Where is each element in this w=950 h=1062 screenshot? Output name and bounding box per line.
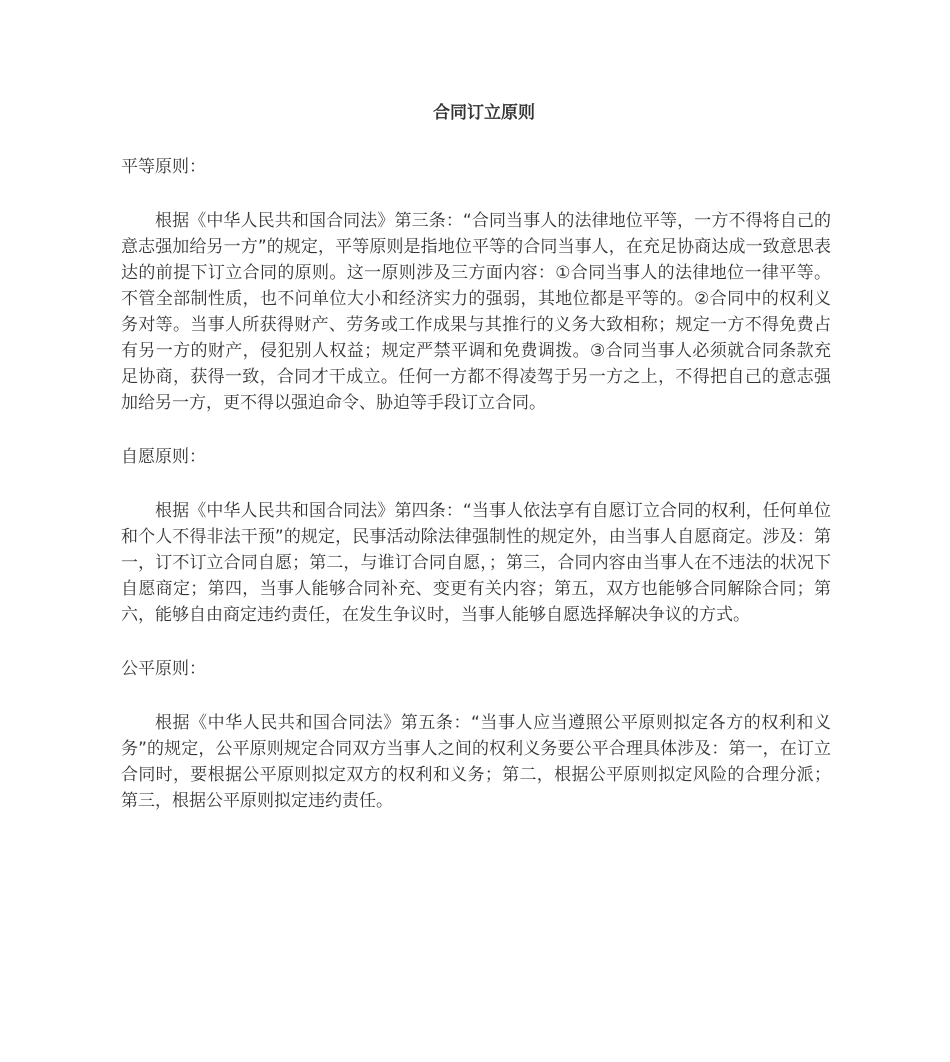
section-heading-voluntariness: 自愿原则： — [121, 447, 206, 467]
section-body-voluntariness: 根据《中华人民共和国合同法》第四条：“当事人依法享有自愿订立合同的权利，任何单位和个人不得非法干预”的规定，民事活动除法律强制性的规定外，由当事人自愿商定。涉及：第一，订不订立合同自愿；第二，与谁订合同自愿，；第三，合同内容由当事人在不违法的状况下自愿商定；第四，当事人能够合同补充、变更有关内容；第五，双方也能够合同解除合同；第六，能够自由商定违约责任，在发生争议时，当事人能够自愿选择解决争议的方式。 — [121, 501, 831, 625]
document-title: 合同订立原则 — [433, 103, 535, 123]
section-heading-equality: 平等原则： — [121, 157, 206, 177]
document-body — [121, 100, 831, 842]
section-heading-fairness: 公平原则： — [121, 659, 206, 679]
section-body-equality: 根据《中华人民共和国合同法》第三条：“合同当事人的法律地位平等，一方不得将自己的意志强加给另一方”的规定，平等原则是指地位平等的合同当事人，在充足协商达成一致意思表达的前提下订立合同的原则。这一原则涉及三方面内容：①合同当事人的法律地位一律平等。不管全部制性质，也不问单位大小和经济实力的强弱，其地位都是平等的。②合同中的权利义务对等。当事人所获得财产、劳务或工作成果与其推行的义务大致相称；规定一方不得免费占有另一方的财产，侵犯别人权益；规定严禁平调和免费调拨。③合同当事人必须就合同条款充足协商，获得一致，合同才干成立。任何一方都不得凌驾于另一方之上，不得把自己的意志强加给另一方，更不得以强迫命令、胁迫等手段订立合同。 — [121, 211, 831, 413]
section-body-fairness: 根据《中华人民共和国合同法》第五条：“当事人应当遵照公平原则拟定各方的权利和义务”的规定，公平原则规定合同双方当事人之间的权利义务要公平合理具体涉及：第一，在订立合同时，要根据公平原则拟定双方的权利和义务；第二，根据公平原则拟定风险的合理分派；第三，根据公平原则拟定违约责任。 — [121, 713, 831, 811]
